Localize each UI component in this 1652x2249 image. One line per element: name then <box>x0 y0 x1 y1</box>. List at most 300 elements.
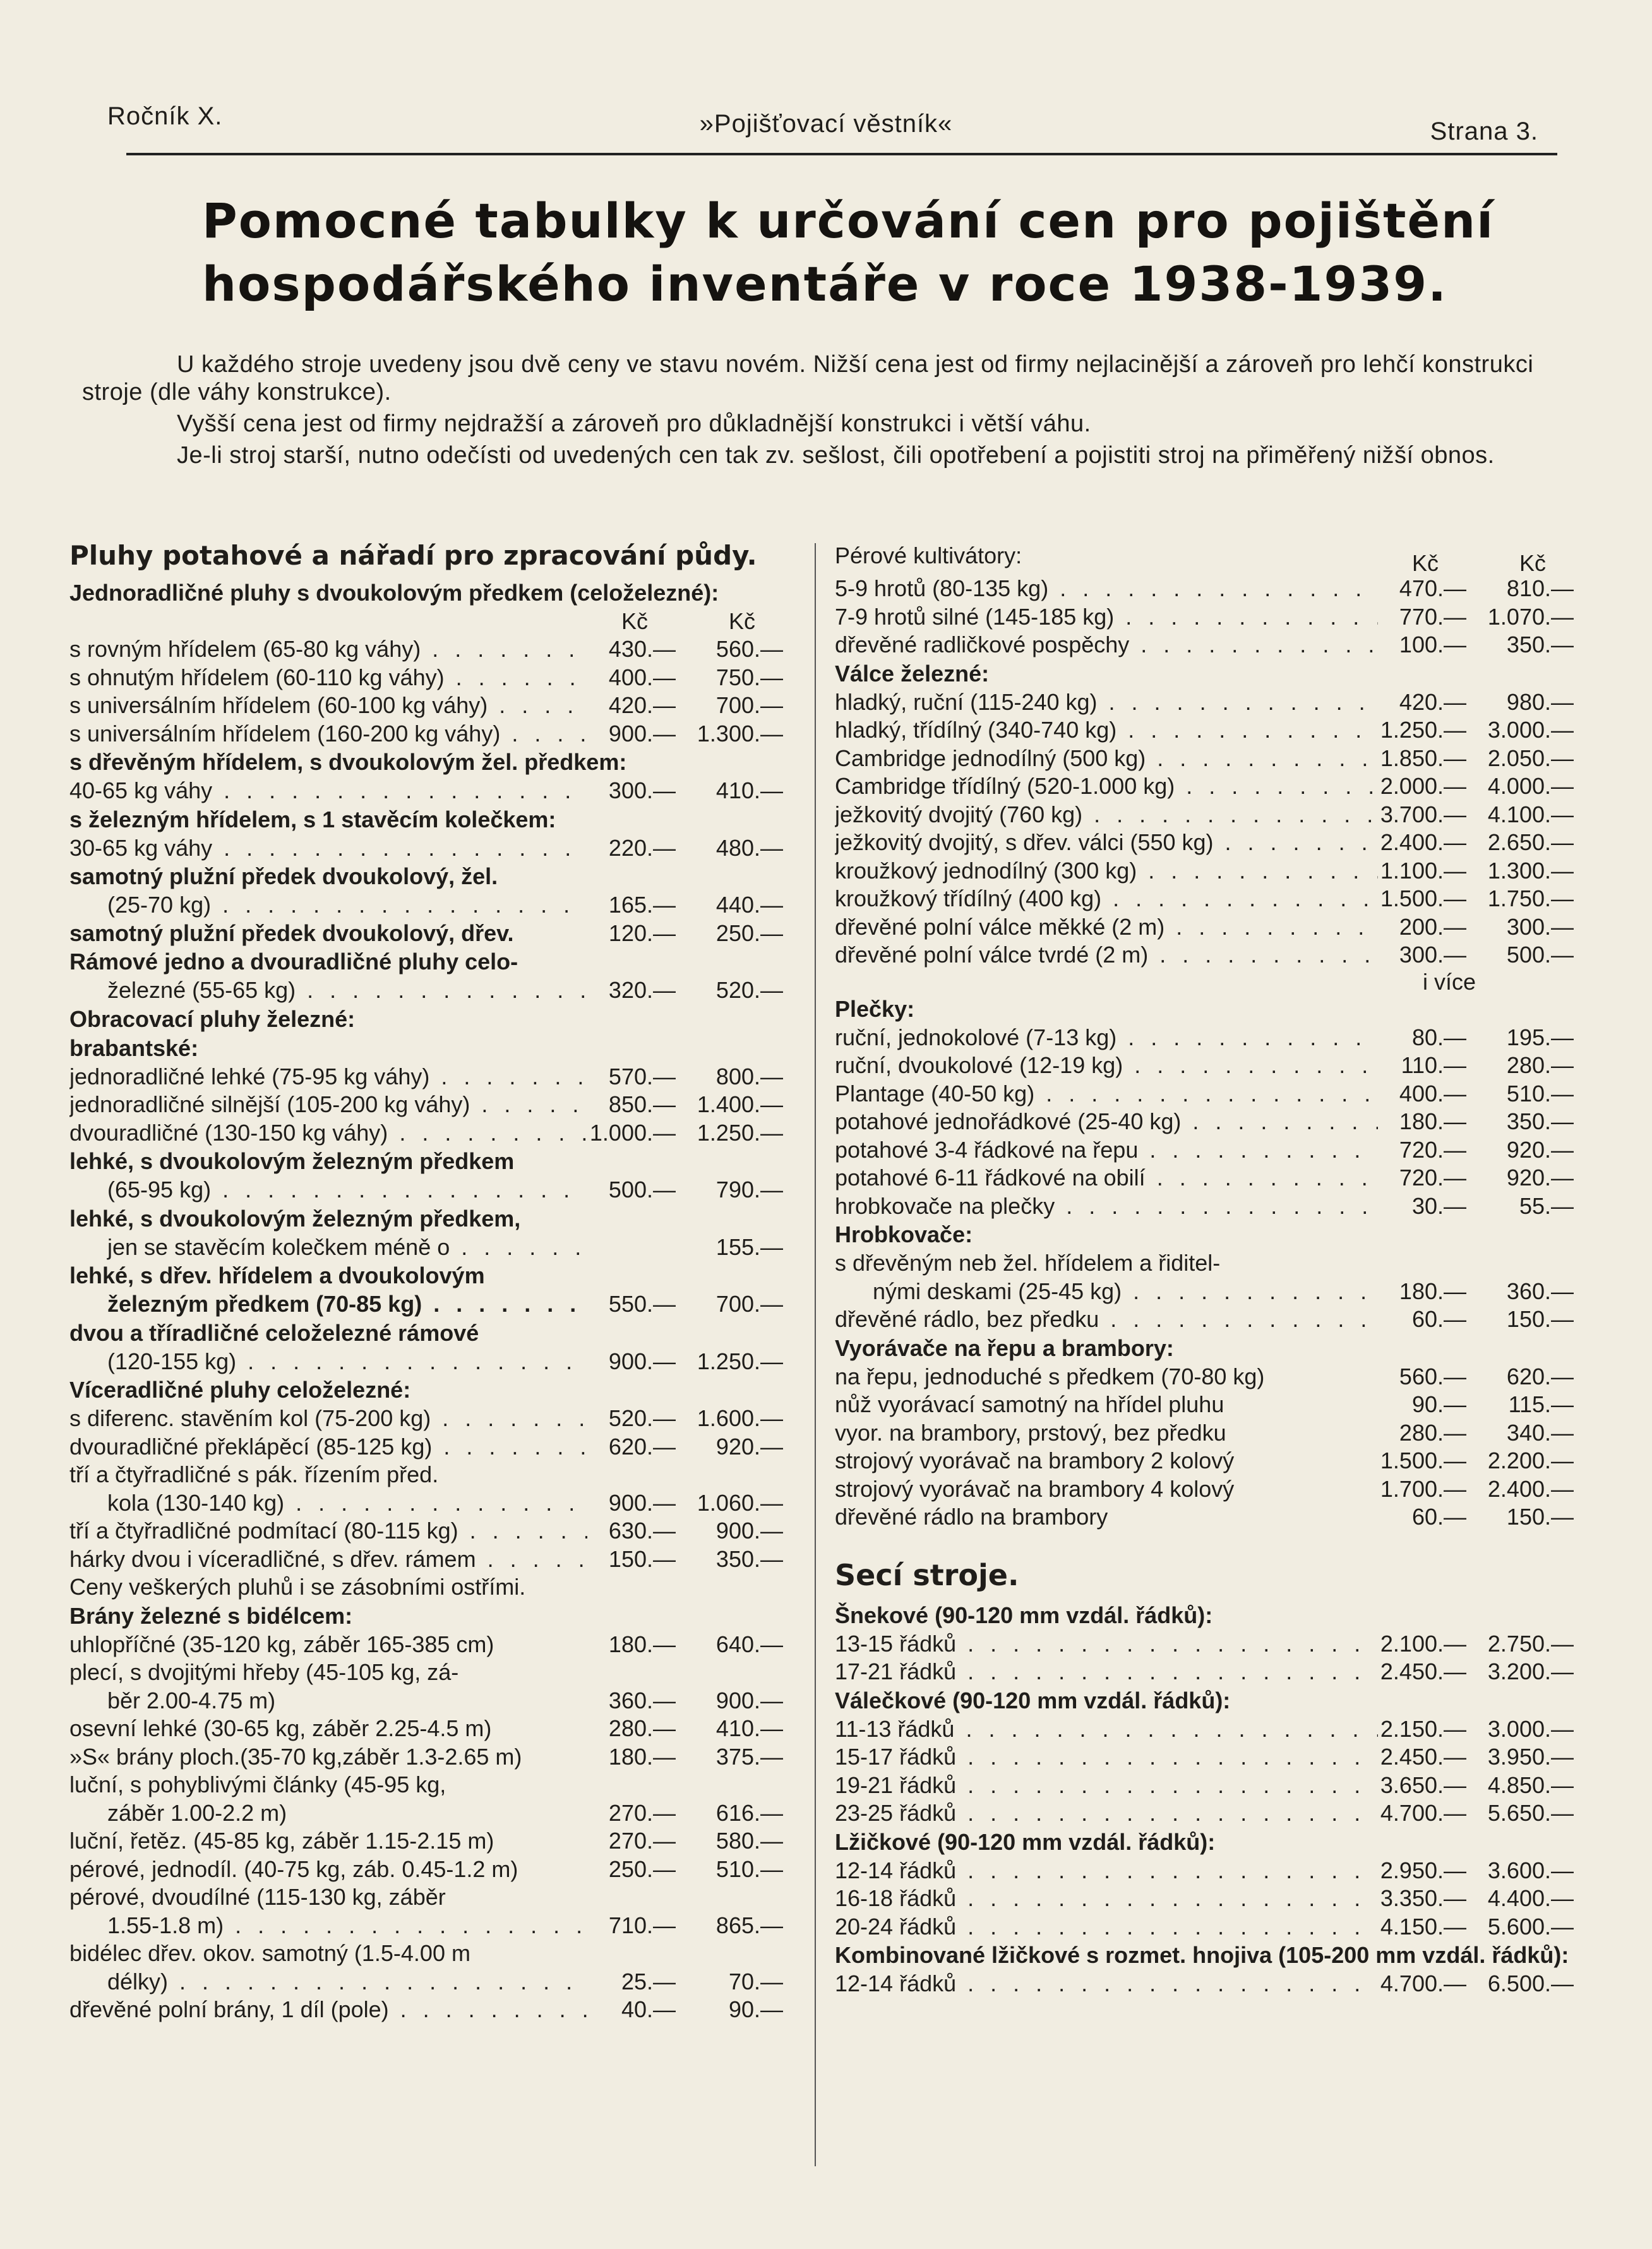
item-label: dřevěné rádlo, bez předku . . . <box>835 1305 1378 1334</box>
group-heading: Válečkové (90-120 mm vzdál. řádků): <box>835 1687 1231 1713</box>
item-label: 20-24 řádků . . . <box>835 1913 1378 1941</box>
price-low: 400.— <box>608 664 676 690</box>
price-high: 90.— <box>728 1996 783 2022</box>
right-column <box>835 537 1586 1998</box>
group-heading: Pérové kultivátory: <box>835 543 1022 568</box>
item-label: dřevěné polní válce měkké (2 m) . . . <box>835 913 1378 942</box>
price-low: 3.650.— <box>1380 1772 1466 1798</box>
price-group <box>835 688 1586 969</box>
price-group <box>69 834 796 863</box>
price-group <box>835 1278 1586 1334</box>
price-low: 4.700.— <box>1380 1800 1466 1826</box>
price-row <box>69 1119 796 1148</box>
price-row <box>835 1164 1586 1192</box>
price-high: 900.— <box>715 1518 783 1544</box>
item-label: potahové 3-4 řádkové na řepu . . . <box>835 1136 1378 1165</box>
price-high: 865.— <box>715 1912 783 1938</box>
price-low: 60.— <box>1411 1306 1466 1332</box>
price-high: 750.— <box>715 664 783 690</box>
price-high: 1.070.— <box>1487 603 1574 630</box>
group-heading: lehké, s dvoukolovým železným předkem, <box>69 1205 521 1232</box>
price-high: 790.— <box>715 1177 783 1202</box>
price-low: 180.— <box>608 1631 676 1657</box>
price-group <box>69 1290 796 1319</box>
column-divider <box>815 543 816 2166</box>
price-high: 1.750.— <box>1487 885 1574 911</box>
price-high: 2.200.— <box>1487 1448 1574 1473</box>
price-row <box>835 1192 1586 1221</box>
price-low: 90.— <box>1411 1391 1466 1417</box>
price-low: 710.— <box>608 1912 676 1938</box>
price-high: 3.950.— <box>1487 1744 1574 1770</box>
price-row <box>835 688 1586 717</box>
price-high: 115.— <box>1508 1391 1574 1417</box>
price-low: 900.— <box>608 720 676 747</box>
price-low: 150.— <box>608 1545 676 1572</box>
item-label: luční, řetěz. (45-85 kg, záběr 1.15-2.15 m) <box>69 1828 494 1854</box>
price-row <box>69 1912 796 1940</box>
price-low: 270.— <box>608 1799 676 1826</box>
item-label: samotný plužní předek dvoukolový, dřev. <box>69 920 514 946</box>
price-group <box>69 1176 796 1204</box>
price-row <box>69 1176 796 1204</box>
price-row <box>69 1489 796 1518</box>
currency-high: Kč <box>728 608 755 634</box>
price-group <box>69 1799 796 1884</box>
item-label: dvouradličné (130-150 kg váhy) . . . <box>69 1119 587 1148</box>
price-high: 500.— <box>1506 942 1574 968</box>
price-high: 2.650.— <box>1487 829 1574 855</box>
item-label: 1.55-1.8 m) . . . <box>69 1912 587 1940</box>
item-label: na řepu, jednoduché s předkem (70-80 kg) <box>835 1363 1265 1389</box>
price-high: 800.— <box>715 1063 783 1089</box>
price-row <box>835 745 1586 773</box>
price-high: 150.— <box>1506 1504 1574 1530</box>
price-row <box>835 1024 1586 1052</box>
price-row <box>835 1743 1586 1772</box>
item-label: dřevěné rádlo na brambory <box>835 1504 1108 1530</box>
journal-name: »Pojišťovací věstník« <box>699 110 953 138</box>
item-label: 5-9 hrotů (80-135 kg) . . . <box>835 575 1378 603</box>
price-row <box>835 1080 1586 1108</box>
price-high: 300.— <box>1506 913 1574 940</box>
item-label: 17-21 řádků . . . <box>835 1658 1378 1686</box>
price-high: 480.— <box>715 834 783 861</box>
item-label: osevní lehké (30-65 kg, záběr 2.25-4.5 m) <box>69 1715 492 1741</box>
price-low: 720.— <box>1399 1136 1466 1163</box>
item-label: hladký, ruční (115-240 kg) . . . <box>835 688 1378 717</box>
price-low: 180.— <box>608 1743 676 1770</box>
price-high: 510.— <box>1506 1080 1574 1107</box>
section-title: Pluhy potahové a nářadí pro zpracování půdy. <box>69 540 757 571</box>
price-high: 3.200.— <box>1487 1658 1574 1684</box>
price-low: 110.— <box>1401 1052 1466 1078</box>
currency-low: Kč <box>621 608 648 634</box>
price-high: 350.— <box>1506 1108 1574 1134</box>
item-label: kola (130-140 kg) . . . <box>69 1489 587 1518</box>
price-row <box>835 1363 1586 1391</box>
price-high: 410.— <box>715 1715 783 1741</box>
price-high: 2.750.— <box>1487 1630 1574 1657</box>
price-low: 1.500.— <box>1380 885 1466 911</box>
price-high: 560.— <box>715 636 783 662</box>
price-row <box>835 801 1586 829</box>
item-line: luční, s pohyblivými články (45-95 kg, <box>69 1772 446 1797</box>
price-low: 80.— <box>1411 1024 1466 1050</box>
price-row <box>69 1517 796 1545</box>
price-group <box>69 1687 796 1772</box>
group-heading-row <box>835 537 1586 575</box>
price-row <box>835 1136 1586 1165</box>
price-low: 280.— <box>608 1715 676 1741</box>
price-row <box>69 1348 796 1376</box>
item-label: Cambridge jednodílný (500 kg) . . . <box>835 745 1378 773</box>
item-label: nůž vyorávací samotný na hřídel pluhu <box>835 1391 1224 1417</box>
item-line: s dřevěným neb žel. hřídelem a řiditel- <box>835 1250 1221 1276</box>
price-high: 510.— <box>715 1856 783 1882</box>
item-label: 12-14 řádků . . . <box>835 1970 1378 1998</box>
item-label: jednoradličné silnější (105-200 kg váhy) . . . <box>69 1091 587 1119</box>
item-label: potahové jednořádkové (25-40 kg) . . . <box>835 1108 1378 1136</box>
price-group <box>835 1363 1586 1532</box>
item-label: strojový vyorávač na brambory 4 kolový <box>835 1475 1235 1502</box>
price-high: 4.400.— <box>1487 1885 1574 1911</box>
price-high: 810.— <box>1506 575 1574 601</box>
currency-high: Kč <box>1519 550 1546 576</box>
item-label: 30-65 kg váhy . . . <box>69 834 587 863</box>
price-low: 720.— <box>1399 1165 1466 1190</box>
price-high: 1.300.— <box>1487 857 1574 884</box>
price-row <box>69 976 796 1005</box>
price-low: 180.— <box>1399 1108 1466 1134</box>
price-low: 850.— <box>608 1091 676 1117</box>
currency-low: Kč <box>1411 550 1439 576</box>
item-label: s universálním hřídelem (60-100 kg váhy) . . . <box>69 692 587 720</box>
price-low: 420.— <box>1399 688 1466 715</box>
item-label: (65-95 kg) . . . <box>69 1176 587 1204</box>
price-high: 616.— <box>715 1799 783 1826</box>
group-heading: Brány železné s bidélcem: <box>69 1602 353 1629</box>
price-high: 2.400.— <box>1487 1475 1574 1502</box>
group-heading: s železným hřídelem, s 1 stavěcím kolečkem: <box>69 806 556 832</box>
item-label: uhlopříčné (35-120 kg, záběr 165-385 cm) <box>69 1631 494 1657</box>
item-label: 13-15 řádků . . . <box>835 1630 1378 1658</box>
price-row <box>69 1856 796 1884</box>
price-high: 920.— <box>1506 1165 1574 1190</box>
price-high: 1.250.— <box>697 1348 783 1374</box>
item-label: ruční, dvoukolové (12-19 kg) . . . <box>835 1052 1378 1080</box>
price-high: 5.650.— <box>1487 1800 1574 1826</box>
group-heading: Rámové jedno a dvouradličné pluhy celo- <box>69 949 518 975</box>
price-low: 560.— <box>1399 1363 1466 1389</box>
price-high: 1.300.— <box>697 720 783 747</box>
price-low: 2.100.— <box>1380 1630 1466 1657</box>
price-row <box>835 941 1586 969</box>
price-high: 580.— <box>715 1828 783 1854</box>
price-low: 180.— <box>1399 1278 1466 1304</box>
price-row <box>69 1827 796 1856</box>
price-row <box>835 716 1586 745</box>
price-high: 250.— <box>715 920 783 946</box>
price-group <box>835 1024 1586 1221</box>
price-low: 900.— <box>608 1348 676 1374</box>
item-label: Plantage (40-50 kg) . . . <box>835 1080 1378 1108</box>
price-row <box>69 1433 796 1461</box>
price-row <box>835 1658 1586 1686</box>
price-low: 270.— <box>608 1828 676 1854</box>
volume-label: Ročník X. <box>107 102 223 130</box>
price-low: 300.— <box>608 777 676 803</box>
price-row <box>69 1233 796 1262</box>
item-label: tří a čtyřradličné podmítací (80-115 kg) . . . <box>69 1517 587 1545</box>
price-low: 165.— <box>608 892 676 918</box>
item-label: záběr 1.00-2.2 m) <box>107 1799 287 1826</box>
price-group <box>69 1912 796 1940</box>
title-line-1: Pomocné tabulky k určování cen pro pojištění <box>202 193 1495 249</box>
price-high: 620.— <box>1506 1363 1574 1389</box>
group-heading: Hrobkovače: <box>835 1221 973 1247</box>
price-row <box>835 772 1586 801</box>
price-high: 195.— <box>1506 1024 1574 1050</box>
group-heading: lehké, s dvoukolovým železným předkem <box>69 1148 515 1174</box>
price-group <box>69 1348 796 1376</box>
item-label: dvouradličné překlápěcí (85-125 kg) . . . <box>69 1433 587 1461</box>
intro-paragraph: Vyšší cena jest od firmy nejdražší a zároveň pro důkladnější konstrukci i větší váhu. <box>177 411 1091 437</box>
price-high: 3.000.— <box>1487 1715 1574 1742</box>
article-title <box>202 189 1495 316</box>
price-high: 1.060.— <box>697 1489 783 1516</box>
price-low: 1.250.— <box>1380 717 1466 743</box>
price-group <box>835 1970 1586 1998</box>
price-high: 4.100.— <box>1487 801 1574 827</box>
price-low: 2.400.— <box>1380 829 1466 855</box>
price-high: 920.— <box>715 1433 783 1460</box>
price-group <box>69 635 796 748</box>
item-label: 15-17 řádků . . . <box>835 1743 1378 1772</box>
price-low: 120.— <box>608 920 676 946</box>
price-row <box>69 1968 796 1996</box>
price-low: 300.— <box>1399 942 1466 968</box>
price-low: 1.100.— <box>1380 857 1466 884</box>
intro-paragraph: U každého stroje uvedeny jsou dvě ceny ve stavu novém. Nižší cena jest od firmy nejlacinější a zároveň pro lehčí konstrukci stroje (dle váhy konstrukce). <box>82 351 1534 405</box>
price-row <box>69 920 796 948</box>
price-low: 3.700.— <box>1380 801 1466 827</box>
price-high: 2.050.— <box>1487 745 1574 771</box>
price-low: 900.— <box>608 1489 676 1516</box>
price-row <box>835 1475 1586 1504</box>
item-label: hárky dvou i víceradličné, s dřev. rámem . . . <box>69 1545 587 1574</box>
price-row <box>69 1996 796 2024</box>
group-heading: Válce železné: <box>835 660 990 687</box>
price-row <box>835 1503 1586 1532</box>
price-high: 360.— <box>1506 1278 1574 1304</box>
price-low: 520.— <box>608 1405 676 1431</box>
item-label: 40-65 kg váhy . . . <box>69 777 587 805</box>
group-heading: samotný plužní předek dvoukolový, žel. <box>69 863 498 889</box>
item-label: délky) . . . <box>69 1968 587 1996</box>
item-label: Cambridge třídílný (520-1.000 kg) . . . <box>835 772 1378 801</box>
price-row <box>835 1799 1586 1828</box>
price-low: 200.— <box>1399 913 1466 940</box>
item-label: s ohnutým hřídelem (60-110 kg váhy) . . . <box>69 664 587 692</box>
item-label: 19-21 řádků . . . <box>835 1772 1378 1800</box>
price-row <box>835 1715 1586 1744</box>
item-line: plecí, s dvojitými hřeby (45-105 kg, zá- <box>69 1659 459 1685</box>
price-row <box>835 913 1586 942</box>
price-row <box>69 1545 796 1574</box>
price-low: 100.— <box>1399 632 1466 657</box>
price-high: 4.000.— <box>1487 773 1574 799</box>
price-low: 500.— <box>608 1177 676 1202</box>
price-row <box>69 777 796 805</box>
price-row <box>835 829 1586 857</box>
price-group <box>69 1233 796 1262</box>
group-heading: Obracovací pluhy železné: <box>69 1005 356 1032</box>
price-row <box>835 575 1586 603</box>
price-low: 400.— <box>1399 1080 1466 1107</box>
item-label: nými deskami (25-45 kg) . . . <box>835 1278 1378 1306</box>
price-high: 980.— <box>1506 688 1574 715</box>
price-low: 470.— <box>1399 575 1466 601</box>
price-low: 630.— <box>608 1518 676 1544</box>
price-row <box>69 1687 796 1715</box>
price-row <box>69 664 796 692</box>
price-row <box>69 1405 796 1433</box>
price-high: 350.— <box>715 1545 783 1572</box>
price-low: 360.— <box>608 1687 676 1713</box>
price-group <box>835 1715 1586 1828</box>
group-heading: s dřevěným hřídelem, s dvoukolovým žel. předkem: <box>69 749 627 775</box>
price-row <box>69 1799 796 1828</box>
price-row <box>69 1743 796 1772</box>
price-row <box>69 891 796 920</box>
header-rule <box>126 153 1557 155</box>
note: Ceny veškerých pluhů i se zásobními ostřími. <box>69 1574 526 1600</box>
item-label: železným předkem (70-85 kg) . . . <box>69 1290 587 1319</box>
item-label: 23-25 řádků . . . <box>835 1799 1378 1828</box>
price-group <box>835 1857 1586 1941</box>
item-label: »S« brány ploch.(35-70 kg,záběr 1.3-2.65 m) <box>69 1743 522 1770</box>
price-low: 4.700.— <box>1380 1970 1466 1996</box>
price-low: 2.150.— <box>1380 1715 1466 1742</box>
item-label: jen se stavěcím kolečkem méně o . . . <box>69 1233 587 1262</box>
price-row <box>69 1290 796 1319</box>
price-row <box>835 1391 1586 1419</box>
item-label: hladký, třídílný (340-740 kg) . . . <box>835 716 1378 745</box>
price-high: 520.— <box>715 977 783 1003</box>
group-heading: lehké, s dřev. hřídelem a dvoukolovým <box>69 1262 485 1288</box>
item-label: 7-9 hrotů silné (145-185 kg) . . . <box>835 603 1378 632</box>
price-group <box>835 575 1586 659</box>
group-heading: Plečky: <box>835 995 915 1022</box>
extra-note: i více <box>1422 968 1476 995</box>
price-low: 40.— <box>621 1996 676 2022</box>
price-high: 5.600.— <box>1487 1913 1574 1940</box>
price-group <box>69 1063 796 1148</box>
price-low: 430.— <box>608 636 676 662</box>
price-high: 70.— <box>728 1968 783 1994</box>
price-high: 6.500.— <box>1487 1970 1574 1996</box>
group-heading: brabantské: <box>69 1035 199 1061</box>
price-row <box>835 1630 1586 1658</box>
price-low: 620.— <box>608 1433 676 1460</box>
price-low: 2.450.— <box>1380 1658 1466 1684</box>
group-heading: Vyorávače na řepu a brambory: <box>835 1334 1174 1361</box>
item-label: 16-18 řádků . . . <box>835 1885 1378 1913</box>
price-row <box>835 1970 1586 1998</box>
price-row <box>835 1305 1586 1334</box>
price-row <box>835 857 1586 885</box>
item-label: 11-13 řádků . . . <box>835 1715 1378 1744</box>
price-high: 280.— <box>1506 1052 1574 1078</box>
price-high: 340.— <box>1506 1419 1574 1446</box>
section-title: Secí stroje. <box>835 1557 1019 1592</box>
price-row <box>69 834 796 863</box>
price-high: 4.850.— <box>1487 1772 1574 1798</box>
price-low: 2.450.— <box>1380 1744 1466 1770</box>
price-low: 220.— <box>608 834 676 861</box>
price-row <box>835 1278 1586 1306</box>
item-label: jednoradličné lehké (75-95 kg váhy) . . . <box>69 1063 587 1091</box>
price-low: 570.— <box>608 1063 676 1089</box>
price-low: 25.— <box>621 1968 676 1994</box>
price-group <box>835 1630 1586 1686</box>
price-low: 420.— <box>608 692 676 718</box>
group-heading: dvou a tříradličné celoželezné rámové <box>69 1319 479 1346</box>
price-row <box>69 1631 796 1659</box>
item-label: s diferenc. stavěním kol (75-200 kg) . . . <box>69 1405 587 1433</box>
price-high: 640.— <box>715 1631 783 1657</box>
price-high: 440.— <box>715 892 783 918</box>
price-high: 700.— <box>715 692 783 718</box>
price-high: 150.— <box>1506 1306 1574 1332</box>
price-high: 55.— <box>1519 1192 1574 1219</box>
price-row <box>835 1913 1586 1941</box>
price-high: 3.600.— <box>1487 1857 1574 1883</box>
price-low: 1.000.— <box>589 1119 676 1146</box>
item-line: tří a čtyřradličné s pák. řízením před. <box>69 1461 439 1487</box>
price-row <box>835 1447 1586 1475</box>
item-label: strojový vyorávač na brambory 2 kolový <box>835 1448 1235 1473</box>
item-label: ruční, jednokolové (7-13 kg) . . . <box>835 1024 1378 1052</box>
price-row <box>835 1108 1586 1136</box>
price-low: 60.— <box>1411 1504 1466 1530</box>
price-high: 350.— <box>1506 632 1574 657</box>
price-group <box>69 976 796 1005</box>
left-column <box>69 537 796 2024</box>
item-label: 12-14 řádků . . . <box>835 1857 1378 1885</box>
group-heading: Jednoradličné pluhy s dvoukolovým předkem (celoželezné): <box>69 580 719 606</box>
currency-header <box>69 608 796 635</box>
price-low: 30.— <box>1411 1192 1466 1219</box>
price-row <box>69 1063 796 1091</box>
price-row <box>835 631 1586 659</box>
price-low: 4.150.— <box>1380 1913 1466 1940</box>
intro-paragraph: Je-li stroj starší, nutno odečísti od uvedených cen tak zv. sešlost, čili opotřebení a pojistiti stroj na přiměřený nižší obnos. <box>177 442 1495 469</box>
price-high: 3.000.— <box>1487 717 1574 743</box>
price-high: 700.— <box>715 1291 783 1317</box>
price-group <box>69 1489 796 1574</box>
intro-text <box>82 351 1560 473</box>
item-label: (120-155 kg) . . . <box>69 1348 587 1376</box>
item-label: pérové, jednodíl. (40-75 kg, záb. 0.45-1.2 m) <box>69 1856 518 1882</box>
item-label: vyor. na brambory, prstový, bez předku <box>835 1419 1226 1446</box>
page-number: Strana 3. <box>1430 117 1538 145</box>
price-low: 2.000.— <box>1380 773 1466 799</box>
group-heading: Šnekové (90-120 mm vzdál. řádků): <box>835 1602 1213 1628</box>
price-row <box>69 1091 796 1119</box>
item-label: železné (55-65 kg) . . . <box>69 976 587 1005</box>
